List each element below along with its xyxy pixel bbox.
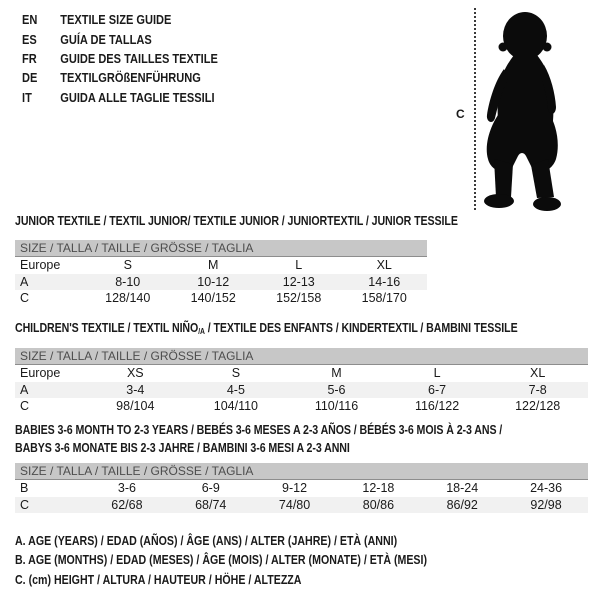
language-row-en <box>22 10 218 29</box>
footnote-b: B. AGE (MONTHS) / EDAD (MESES) / ÂGE (MOIS) / ALTER (MONATE) / ETÀ (MESI) <box>15 553 428 568</box>
language-label: GUIDE DES TAILLES TEXTILE <box>60 50 218 66</box>
language-code: ES <box>22 31 37 47</box>
table-row <box>15 480 588 497</box>
children-size-table <box>15 348 588 415</box>
size-cell: 18-24 <box>446 481 479 496</box>
language-label: GUÍA DE TALLAS <box>60 31 152 47</box>
language-row-es <box>22 29 218 48</box>
language-label: GUIDA ALLE TAGLIE TESSILI <box>60 89 215 105</box>
language-code: EN <box>22 12 38 28</box>
language-label: TEXTILGRÖßENFÜHRUNG <box>60 70 201 86</box>
table-row <box>15 257 427 274</box>
height-dotted-line-icon <box>474 8 476 210</box>
size-cell: 8-10 <box>115 274 141 289</box>
row-label: Europe <box>20 258 61 273</box>
size-cell: M <box>208 258 219 273</box>
table-row <box>15 365 588 382</box>
size-cell: 24-36 <box>530 481 563 496</box>
size-cell: 104/110 <box>213 399 259 414</box>
size-cell: 152/158 <box>276 291 322 306</box>
size-cell: 158/170 <box>361 291 407 306</box>
size-header-bar: SIZE / TALLA / TAILLE / GRÖSSE / TAGLIA <box>15 348 588 365</box>
size-cell: 74/80 <box>278 497 311 512</box>
table-row <box>15 398 588 415</box>
size-cell: 4-5 <box>226 382 245 397</box>
junior-size-table <box>15 240 427 307</box>
row-label: A <box>20 274 29 289</box>
row-label: Europe <box>20 366 61 381</box>
table-row <box>15 274 427 291</box>
row-label: A <box>20 382 29 397</box>
size-cell: 6-9 <box>201 481 220 496</box>
babies-size-table <box>15 463 588 513</box>
junior-section-title: JUNIOR TEXTILE / TEXTIL JUNIOR/ TEXTILE JUNIOR / JUNIORTEXTIL / JUNIOR TESSILE <box>15 214 458 228</box>
size-header-bar: SIZE / TALLA / TAILLE / GRÖSSE / TAGLIA <box>15 240 427 257</box>
size-cell: 122/128 <box>515 399 561 414</box>
language-code: DE <box>22 70 38 86</box>
children-title-after: / TEXTILE DES ENFANTS / KINDERTEXTIL / BAMBINI TESSILE <box>204 321 518 335</box>
size-cell: L <box>433 366 441 381</box>
height-c-label: C <box>456 107 465 121</box>
baby-silhouette-icon <box>480 9 576 213</box>
size-cell: XL <box>376 258 392 273</box>
size-cell: 3-6 <box>117 481 136 496</box>
size-cell: 86/92 <box>446 497 478 512</box>
language-code: IT <box>22 89 32 105</box>
size-cell: 14-16 <box>368 274 401 289</box>
table-row <box>15 290 427 307</box>
size-cell: 68/74 <box>195 497 227 512</box>
row-label: C <box>20 399 30 414</box>
language-code: FR <box>22 50 37 66</box>
size-cell: L <box>295 258 303 273</box>
size-cell: 9-12 <box>282 481 308 496</box>
row-label: C <box>20 291 30 306</box>
size-cell: 110/116 <box>314 399 359 414</box>
size-cell: 98/104 <box>116 399 155 414</box>
babies-section-title-line2: BABYS 3-6 MONATE BIS 2-3 JAHRE / BAMBINI 3-6 MESI A 2-3 ANNI <box>15 441 350 455</box>
size-cell: M <box>331 366 342 381</box>
size-cell: 10-12 <box>197 274 230 289</box>
size-cell: 116/122 <box>414 399 460 414</box>
children-section-title <box>15 321 518 336</box>
size-cell: S <box>231 366 241 381</box>
table-row <box>15 497 588 514</box>
size-cell: 140/152 <box>190 291 236 306</box>
size-cell: 3-4 <box>126 382 145 397</box>
language-row-de <box>22 68 218 87</box>
baby-height-figure <box>448 5 588 220</box>
footnotes <box>15 534 427 592</box>
children-title-before: CHILDREN'S TEXTILE / TEXTIL NIÑO <box>15 321 199 335</box>
size-cell: 128/140 <box>105 291 151 306</box>
size-cell: 62/68 <box>111 497 143 512</box>
size-cell: 5-6 <box>327 382 346 397</box>
size-cell: 7-8 <box>528 382 547 397</box>
row-label: C <box>20 497 30 512</box>
footnote-c: C. (cm) HEIGHT / ALTURA / HAUTEUR / HÖHE / ALTEZZA <box>15 572 302 587</box>
size-cell: S <box>123 258 132 273</box>
size-cell: XL <box>530 366 546 381</box>
language-header <box>22 10 218 107</box>
row-label: B <box>20 481 29 496</box>
children-title-subscript: /A <box>198 327 205 336</box>
size-cell: 80/86 <box>362 497 395 512</box>
size-header-bar: SIZE / TALLA / TAILLE / GRÖSSE / TAGLIA <box>15 463 588 480</box>
size-cell: XS <box>126 366 144 381</box>
size-cell: 12-13 <box>282 274 315 289</box>
language-row-it <box>22 88 218 107</box>
size-cell: 92/98 <box>530 497 562 512</box>
size-cell: 12-18 <box>362 481 395 496</box>
babies-section-title-line1: BABIES 3-6 MONTH TO 2-3 YEARS / BEBÉS 3-6 MESES A 2-3 AÑOS / BÉBÉS 3-6 MOIS À 2-3 ANS / <box>15 423 503 437</box>
size-cell: 6-7 <box>428 382 447 397</box>
language-label: TEXTILE SIZE GUIDE <box>60 12 172 28</box>
table-row <box>15 382 588 399</box>
language-row-fr <box>22 49 218 68</box>
footnote-a: A. AGE (YEARS) / EDAD (AÑOS) / ÂGE (ANS) / ALTER (JAHRE) / ETÀ (ANNI) <box>15 534 398 548</box>
